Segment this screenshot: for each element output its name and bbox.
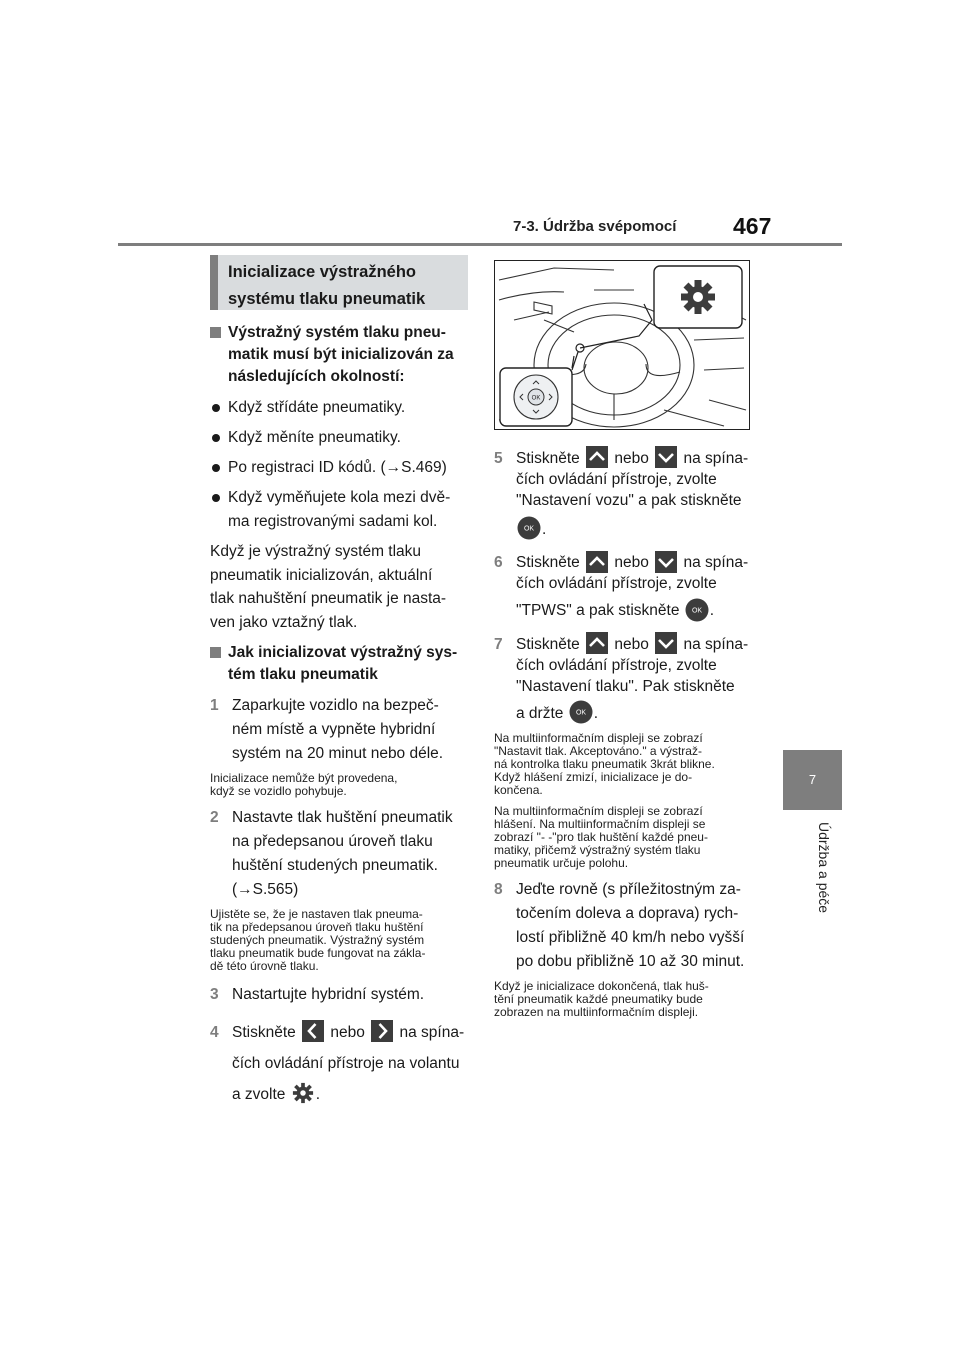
note-pressure-accepted: Na multiinformačním displeji se zobrazí "Nastavit tlak. Akceptováno." a výstraž- ná kontrolka tlaku pneumatik 3krát blikne. Když hlášení zmizí, inicializace je do- končena. xyxy=(494,731,715,798)
section-title-line: Inicializace výstražného xyxy=(228,263,417,281)
bullet-item: Po registraci ID kódů. (→S.469) xyxy=(210,456,470,480)
steering-switch-pad xyxy=(514,375,558,419)
note-moving-vehicle: Inicializace nemůže být provedena, když se vozidlo pohybuje. xyxy=(210,771,398,798)
square-bullet-icon xyxy=(210,327,221,338)
steering-wheel-illustration xyxy=(494,260,750,430)
right-column xyxy=(494,444,756,1027)
step-number: 6 xyxy=(494,554,503,572)
arrow-up-button-icon xyxy=(586,632,608,654)
ok-button-icon xyxy=(569,700,593,724)
arrow-up-button-icon xyxy=(586,551,608,573)
bullet-dot-icon xyxy=(212,494,220,502)
subheading-conditions: Výstražný systém tlaku pneu- matik musí být inicializován za následujících okolností: xyxy=(210,322,470,388)
subheading-howto: Jak inicializovat výstražný sys- tém tlaku pneumatik xyxy=(210,642,470,686)
note-initialization-complete: Když je inicializace dokončená, tlak huš- tění pneumatik každé pneumatiky bude zobrazen na multiinformačním displeji. xyxy=(494,979,709,1020)
step-1: 1 Zaparkujte vozidlo na bezpeč- ném místě a vypněte hybridní systém na 20 minut nebo déle. xyxy=(210,694,470,766)
ok-button-icon xyxy=(685,598,709,622)
arrow-down-button-icon xyxy=(655,551,677,573)
section-title-box xyxy=(210,255,468,310)
step-number: 7 xyxy=(494,635,503,653)
page-number: 467 xyxy=(733,213,772,239)
gear-settings-icon xyxy=(292,1082,314,1104)
step-4: 4 Stiskněte nebo na spína- čích ovládání přístroje na volantu a zvolte . xyxy=(210,1017,470,1110)
step-number: 5 xyxy=(494,450,503,467)
step-number: 1 xyxy=(210,697,219,714)
chapter-tab[interactable]: 7 xyxy=(783,750,842,810)
arrow-right-button-icon xyxy=(371,1020,393,1042)
bullet-item: Když měníte pneumatiky. xyxy=(210,426,470,450)
step-3: 3 Nastartujte hybridní systém. xyxy=(210,983,470,1007)
bullet-dot-icon xyxy=(212,464,220,472)
square-bullet-icon xyxy=(210,647,221,658)
bullet-dot-icon xyxy=(212,434,220,442)
ok-button-icon xyxy=(517,516,541,540)
step-6: 6 Stiskněte nebo na spína- čích ovládání přístroje, zvolte "TPWS" a pak stiskněte OK . xyxy=(494,552,756,621)
step-number: 3 xyxy=(210,986,219,1003)
step-number: 8 xyxy=(494,881,503,899)
svg-text:OK: OK xyxy=(691,607,702,615)
step-2: 2 Nastavte tlak huštění pneumatik na předepsanou úroveň tlaku huštění studených pneumatik. (→S.565) xyxy=(210,806,470,902)
bullet-dot-icon xyxy=(212,404,220,412)
arrow-up-button-icon xyxy=(586,446,608,468)
arrow-down-button-icon xyxy=(655,446,677,468)
note-cold-pressure: Ujistěte se, že je nastaven tlak pneuma- tik na předepsanou úroveň tlaku huštění studených pneumatik. Výstražný systém tlaku pneumatik bude fungovat na zákla- dě této úrovně tlaku. xyxy=(210,907,426,973)
step-number: 4 xyxy=(210,1024,219,1041)
arrow-down-button-icon xyxy=(655,632,677,654)
ok-label: OK xyxy=(531,395,541,402)
chapter-label: Údržba a péče xyxy=(816,822,832,914)
step-8: 8 Jeďte rovně (s příležitostným za- točením doleva a doprava) rych- lostí přibližně 40 km/h nebo vyšší po dobu přibližně 10 až 30 minut. xyxy=(494,878,756,974)
step-7: 7 Stiskněte nebo na spína- čích ovládání přístroje, zvolte "Nastavení tlaku". Pak stiskněte a držte OK . xyxy=(494,634,756,724)
bullet-item: Když vyměňujete kola mezi dvě- ma registrovanými sadami kol. xyxy=(210,486,470,534)
arrow-left-button-icon xyxy=(302,1020,324,1042)
header-divider xyxy=(118,243,842,246)
reference-pressure-paragraph: Když je výstražný systém tlaku pneumatik inicializován, aktuální tlak nahuštění pneumatik je nasta- ven jako vztažný tlak. xyxy=(210,543,447,631)
left-column xyxy=(210,320,470,1116)
section-title-line: systému tlaku pneumatik xyxy=(228,290,426,308)
bullet-item: Když střídáte pneumatiky. xyxy=(210,396,470,420)
svg-text:OK: OK xyxy=(523,525,535,533)
svg-text:OK: OK xyxy=(575,709,586,717)
step-5: 5 Stiskněte nebo na spína- čích ovládání přístroje, zvolte "Nastavení vozu" a pak stiskněte OK . xyxy=(494,448,756,540)
running-header: 7-3. Údržba svépomocí xyxy=(513,218,677,235)
step-number: 2 xyxy=(210,809,219,826)
gear-settings-icon xyxy=(681,280,715,314)
note-position-detection: Na multiinformačním displeji se zobrazí hlášení. Na multiinformačním displeji se zobrazí "- -"pro tlak huštění každé pneu- matiky, přičemž výstražný systém tlaku pneumatik určuje polohu. xyxy=(494,804,708,871)
